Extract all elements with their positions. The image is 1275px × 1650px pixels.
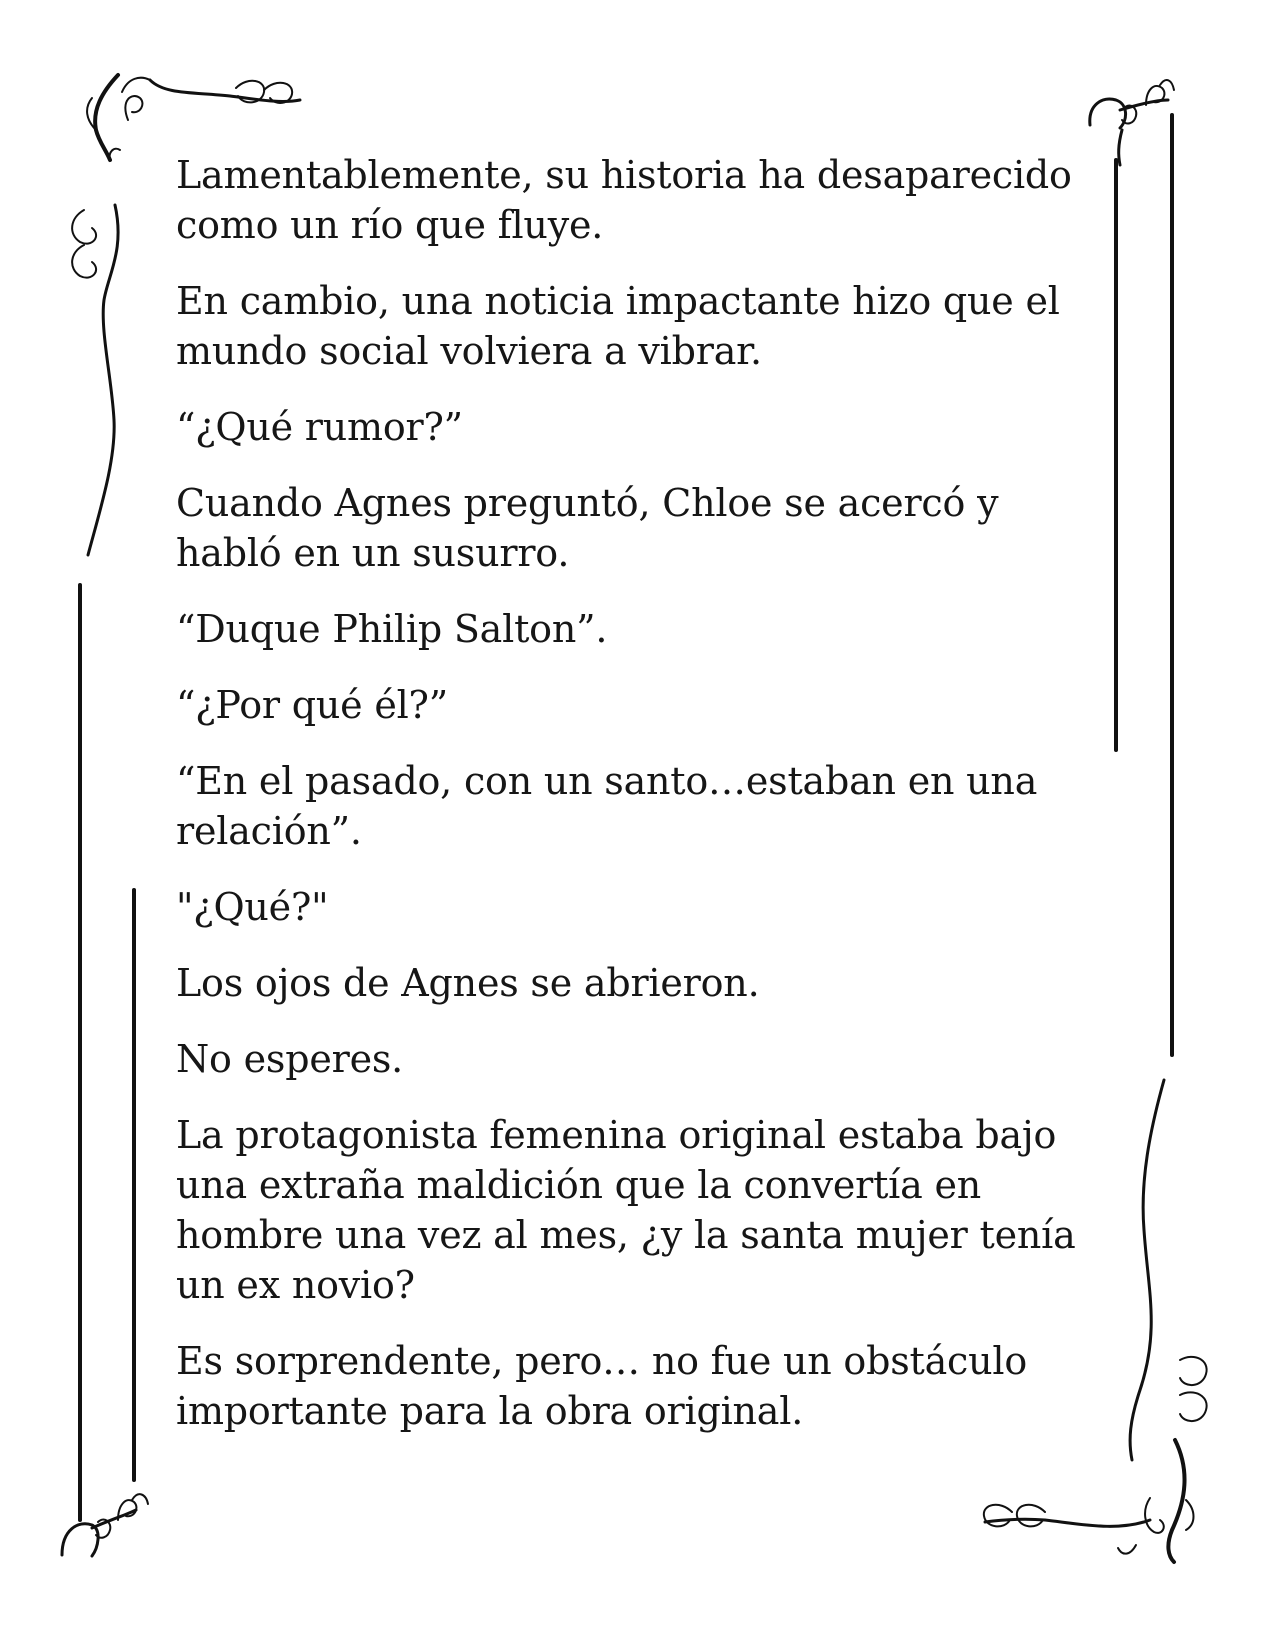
text-column	[176, 150, 1096, 1462]
paragraph-11: La protagonista femenina original estaba bajo una extraña maldición que la convertía en hombre una vez al mes, ¿y la santa mujer tenía un ex novio?	[176, 1113, 1076, 1307]
paragraph-9: Los ojos de Agnes se abrieron.	[176, 961, 760, 1005]
paragraph-6: “¿Por qué él?”	[176, 683, 448, 727]
paragraph-10: No esperes.	[176, 1037, 404, 1081]
paragraph-1: Lamentablemente, su historia ha desaparecido como un río que fluye.	[176, 153, 1072, 247]
paragraph-8: "¿Qué?"	[176, 885, 329, 929]
ornament-top-right	[1090, 80, 1174, 165]
paragraph-4: Cuando Agnes preguntó, Chloe se acercó y habló en un susurro.	[176, 481, 999, 575]
ornament-bottom-left	[62, 1494, 148, 1556]
paragraph-5: “Duque Philip Salton”.	[176, 607, 608, 651]
paragraph-3: “¿Qué rumor?”	[176, 405, 463, 449]
paragraph-7: “En el pasado, con un santo…estaban en una relación”.	[176, 759, 1038, 853]
paragraph-2: En cambio, una noticia impactante hizo que el mundo social volviera a vibrar.	[176, 279, 1060, 373]
paragraph-12: Es sorprendente, pero… no fue un obstáculo importante para la obra original.	[176, 1339, 1028, 1433]
